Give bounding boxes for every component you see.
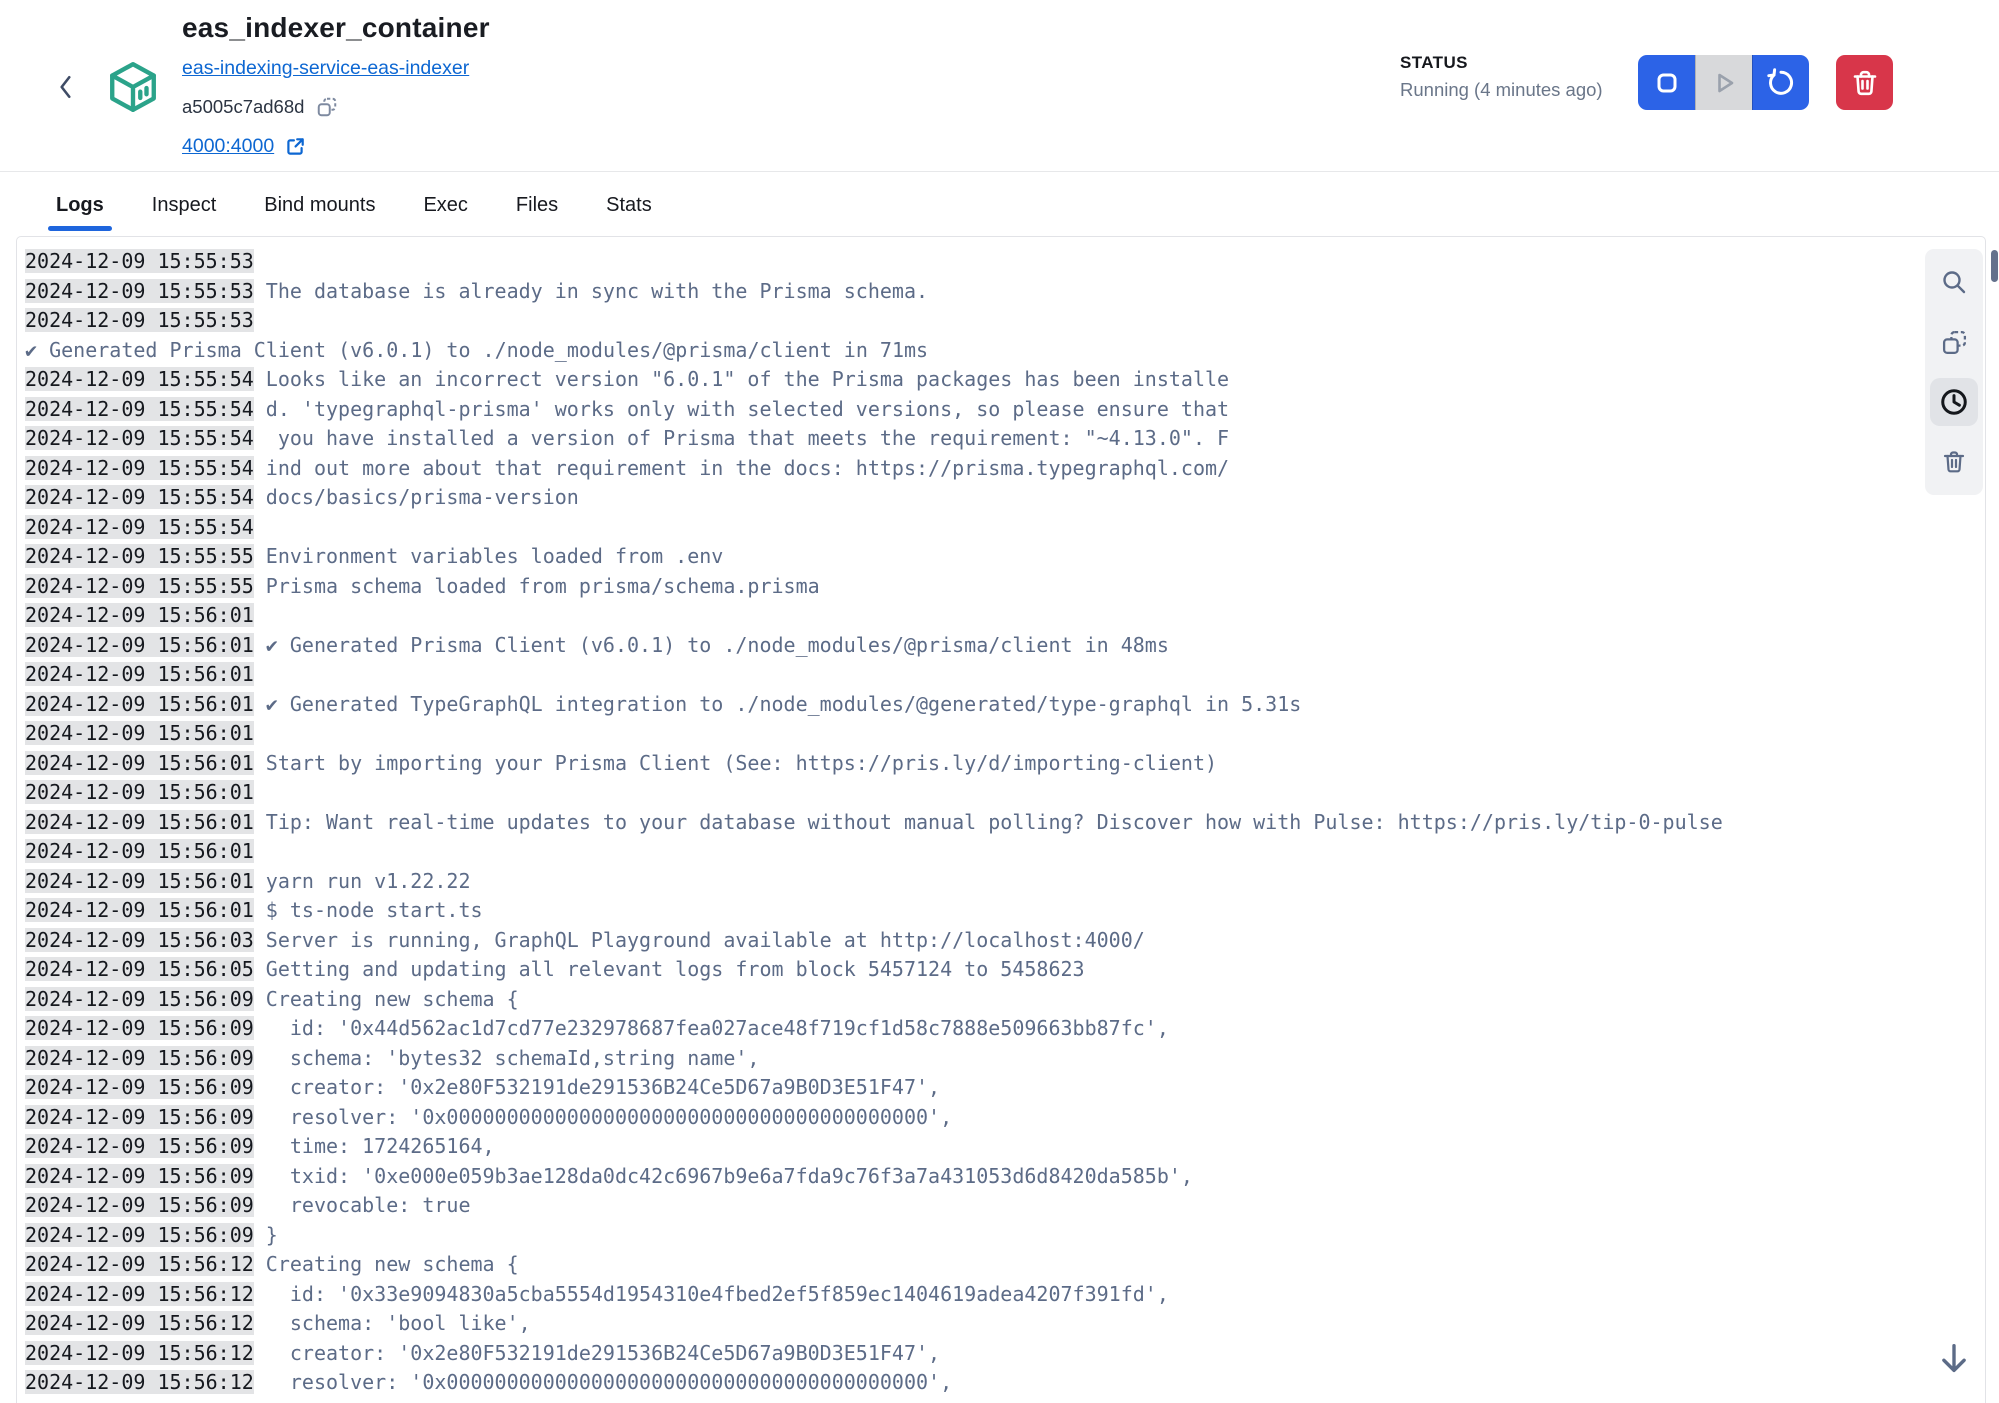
log-timestamp: 2024-12-09 15:56:01 [25,898,254,922]
log-line [25,985,1985,1015]
log-timestamp: 2024-12-09 15:56:09 [25,1104,254,1129]
tab-exec[interactable]: Exec [423,194,467,231]
log-timestamp: 2024-12-09 15:55:54 [25,455,254,480]
log-line [25,424,1985,454]
log-message: resolver: '0x0000000000000000000000000000000000000000', [265,1104,953,1129]
log-timestamp: 2024-12-09 15:56:12 [25,1252,254,1276]
copy-icon [316,96,338,118]
play-icon [1708,67,1740,99]
log-line [25,896,1985,926]
log-line [25,926,1985,956]
log-line [25,1309,1985,1339]
log-timestamp: 2024-12-09 15:56:09 [25,1045,254,1070]
container-id-row [182,96,338,118]
log-message: schema: 'bytes32 schemaId,string name', [265,1045,760,1070]
trash-icon [1940,448,1968,476]
image-link[interactable]: eas-indexing-service-eas-indexer [182,57,470,79]
log-timestamp: 2024-12-09 15:55:54 [25,367,254,391]
log-message: Creating new schema { [265,986,519,1011]
log-timestamp: 2024-12-09 15:55:53 [25,278,254,303]
log-line [25,808,1985,838]
log-message: creator: '0x2e80F532191de291536B24Ce5D67a9B0D3E51F47', [265,1340,941,1365]
log-line [25,1221,1985,1251]
log-line [25,365,1985,395]
restart-button[interactable] [1752,55,1809,110]
log-timestamp: 2024-12-09 15:56:09 [25,1222,254,1247]
tab-files[interactable]: Files [516,194,558,231]
log-message: docs/basics/prisma-version [265,485,579,509]
log-toolbar [1925,249,1983,495]
log-timestamp: 2024-12-09 15:55:53 [25,249,254,273]
log-timestamp: 2024-12-09 15:56:01 [25,839,254,863]
log-message: you have installed a version of Prisma that meets the requirement: "~4.13.0". F [265,426,1230,450]
tab-inspect[interactable]: Inspect [152,194,216,231]
log-timestamp: 2024-12-09 15:56:09 [25,986,254,1011]
container-cube-icon [106,60,160,114]
log-line [25,749,1985,779]
arrow-down-icon [1936,1340,1972,1376]
log-line [25,1339,1985,1369]
stop-icon [1651,67,1683,99]
log-line [25,837,1985,867]
log-line [25,1044,1985,1074]
log-message: ✔ Generated Prisma Client (v6.0.1) to ./node_modules/@prisma/client in 71ms [25,337,929,362]
log-timestamp: 2024-12-09 15:56:09 [25,1193,254,1217]
trash-icon [1849,67,1881,99]
log-line [25,572,1985,602]
log-timestamp: 2024-12-09 15:56:12 [25,1281,254,1306]
tab-logs[interactable]: Logs [56,194,104,231]
log-message: ✔ Generated TypeGraphQL integration to ./node_modules/@generated/type-graphql in 5.31s [265,691,1302,716]
log-line [25,1250,1985,1280]
log-timestamp: 2024-12-09 15:55:53 [25,308,254,332]
log-timestamp: 2024-12-09 15:55:54 [25,396,254,421]
log-line [25,1014,1985,1044]
log-message: ✔ Generated Prisma Client (v6.0.1) to ./node_modules/@prisma/client in 48ms [265,632,1169,657]
open-port-button[interactable] [284,136,306,158]
log-line [25,690,1985,720]
status-label: STATUS [1400,53,1468,72]
log-message: revocable: true [265,1193,471,1217]
restart-icon [1765,67,1797,99]
port-link[interactable]: 4000:4000 [182,135,275,157]
stop-button[interactable] [1638,55,1695,110]
log-timestamp: 2024-12-09 15:55:54 [25,485,254,509]
tab-stats[interactable]: Stats [606,194,652,231]
log-timestamp: 2024-12-09 15:56:01 [25,780,254,804]
log-timestamp: 2024-12-09 15:56:03 [25,927,254,952]
log-timestamp: 2024-12-09 15:55:55 [25,573,254,598]
log-message: $ ts-node start.ts [265,898,483,922]
log-message: txid: '0xe000e059b3ae128da0dc42c6967b9e6a7fda9c76f3a7a431053d6d8420da585b', [265,1163,1193,1188]
log-line [25,1132,1985,1162]
log-line [25,1368,1985,1398]
log-timestamp: 2024-12-09 15:56:12 [25,1311,254,1335]
back-button[interactable] [52,74,80,102]
log-message: yarn run v1.22.22 [265,868,471,893]
log-message: Looks like an incorrect version "6.0.1" of the Prisma packages has been installe [265,367,1230,391]
log-line [25,1073,1985,1103]
copy-container-id-button[interactable] [316,96,338,118]
log-line [25,601,1985,631]
log-timestamp: 2024-12-09 15:56:01 [25,632,254,657]
log-line [25,631,1985,661]
log-message: creator: '0x2e80F532191de291536B24Ce5D67a9B0D3E51F47', [265,1075,941,1099]
log-line [25,867,1985,897]
log-line [25,660,1985,690]
log-clear-button[interactable] [1930,438,1978,486]
tab-bind-mounts[interactable]: Bind mounts [264,194,375,231]
log-line [25,778,1985,808]
log-timestamp: 2024-12-09 15:56:01 [25,750,254,775]
log-timestamp: 2024-12-09 15:56:01 [25,721,254,745]
log-message: Prisma schema loaded from prisma/schema.prisma [265,573,820,598]
log-timestamp: 2024-12-09 15:55:54 [25,514,254,539]
log-timestamp: 2024-12-09 15:55:54 [25,426,254,450]
search-icon [1940,268,1968,296]
delete-button[interactable] [1836,55,1893,110]
log-timestamps-button[interactable] [1930,378,1978,426]
log-line [25,306,1985,336]
scroll-to-bottom-button[interactable] [1930,1334,1978,1382]
chevron-left-icon [55,74,77,100]
log-line [25,336,1985,366]
log-lines [17,237,1985,1398]
log-message: } [265,1222,278,1247]
log-line [25,483,1985,513]
log-message: Creating new schema { [265,1252,519,1276]
log-message: id: '0x33e9094830a5cba5554d1954310e4fbed2ef5f859ec1404619adea4207f391fd', [265,1281,1169,1306]
log-timestamp: 2024-12-09 15:56:09 [25,1163,254,1188]
log-timestamp: 2024-12-09 15:56:01 [25,662,254,686]
log-message: resolver: '0x0000000000000000000000000000000000000000', [265,1370,953,1394]
log-line [25,719,1985,749]
log-timestamp: 2024-12-09 15:56:05 [25,957,254,981]
scrollbar-thumb[interactable] [1991,250,1998,282]
log-timestamp: 2024-12-09 15:56:12 [25,1340,254,1365]
log-line [25,247,1985,277]
log-timestamp: 2024-12-09 15:55:55 [25,544,254,568]
log-line [25,955,1985,985]
log-message: d. 'typegraphql-prisma' works only with selected versions, so please ensure that [265,396,1230,421]
log-message: Environment variables loaded from .env [265,544,724,568]
tab-bar [56,194,652,231]
log-copy-button[interactable] [1930,318,1978,366]
log-line [25,1191,1985,1221]
external-link-icon [284,136,306,158]
log-line [25,454,1985,484]
log-timestamp: 2024-12-09 15:56:09 [25,1075,254,1099]
log-message: schema: 'bool like', [265,1311,531,1335]
log-message: Tip: Want real-time updates to your database without manual polling? Discover how with Pulse: https://pris.ly/tip-0-pulse [265,809,1723,834]
log-message: Getting and updating all relevant logs from block 5457124 to 5458623 [265,957,1085,981]
log-message: Start by importing your Prisma Client (See: https://pris.ly/d/importing-client) [265,750,1218,775]
log-timestamp: 2024-12-09 15:56:01 [25,809,254,834]
log-message: The database is already in sync with the Prisma schema. [265,278,929,303]
container-id: a5005c7ad68d [182,96,305,117]
log-timestamp: 2024-12-09 15:56:09 [25,1016,254,1040]
header [0,0,1999,172]
log-search-button[interactable] [1930,258,1978,306]
log-timestamp: 2024-12-09 15:56:09 [25,1134,254,1158]
status-value: Running (4 minutes ago) [1400,79,1603,100]
log-line [25,277,1985,307]
log-line [25,542,1985,572]
log-message: time: 1724265164, [265,1134,495,1158]
port-row [182,135,306,158]
log-message: Server is running, GraphQL Playground available at http://localhost:4000/ [265,927,1145,952]
log-timestamp: 2024-12-09 15:56:12 [25,1370,254,1394]
log-timestamp: 2024-12-09 15:56:01 [25,868,254,893]
logs-panel [16,236,1986,1403]
log-timestamp: 2024-12-09 15:56:01 [25,603,254,627]
log-line [25,1103,1985,1133]
log-line [25,1162,1985,1192]
clock-icon [1939,387,1969,417]
page-title: eas_indexer_container [182,12,490,43]
start-button[interactable] [1695,55,1752,110]
log-message: ind out more about that requirement in the docs: https://prisma.typegraphql.com/ [265,455,1230,480]
status-block [1400,53,1603,101]
log-message: id: '0x44d562ac1d7cd77e232978687fea027ace48f719cf1d58c7888e509663bb87fc', [265,1016,1169,1040]
log-line [25,395,1985,425]
container-action-buttons [1638,55,1809,110]
log-timestamp: 2024-12-09 15:56:01 [25,691,254,716]
log-line [25,1280,1985,1310]
copy-icon [1941,329,1968,356]
log-line [25,513,1985,543]
